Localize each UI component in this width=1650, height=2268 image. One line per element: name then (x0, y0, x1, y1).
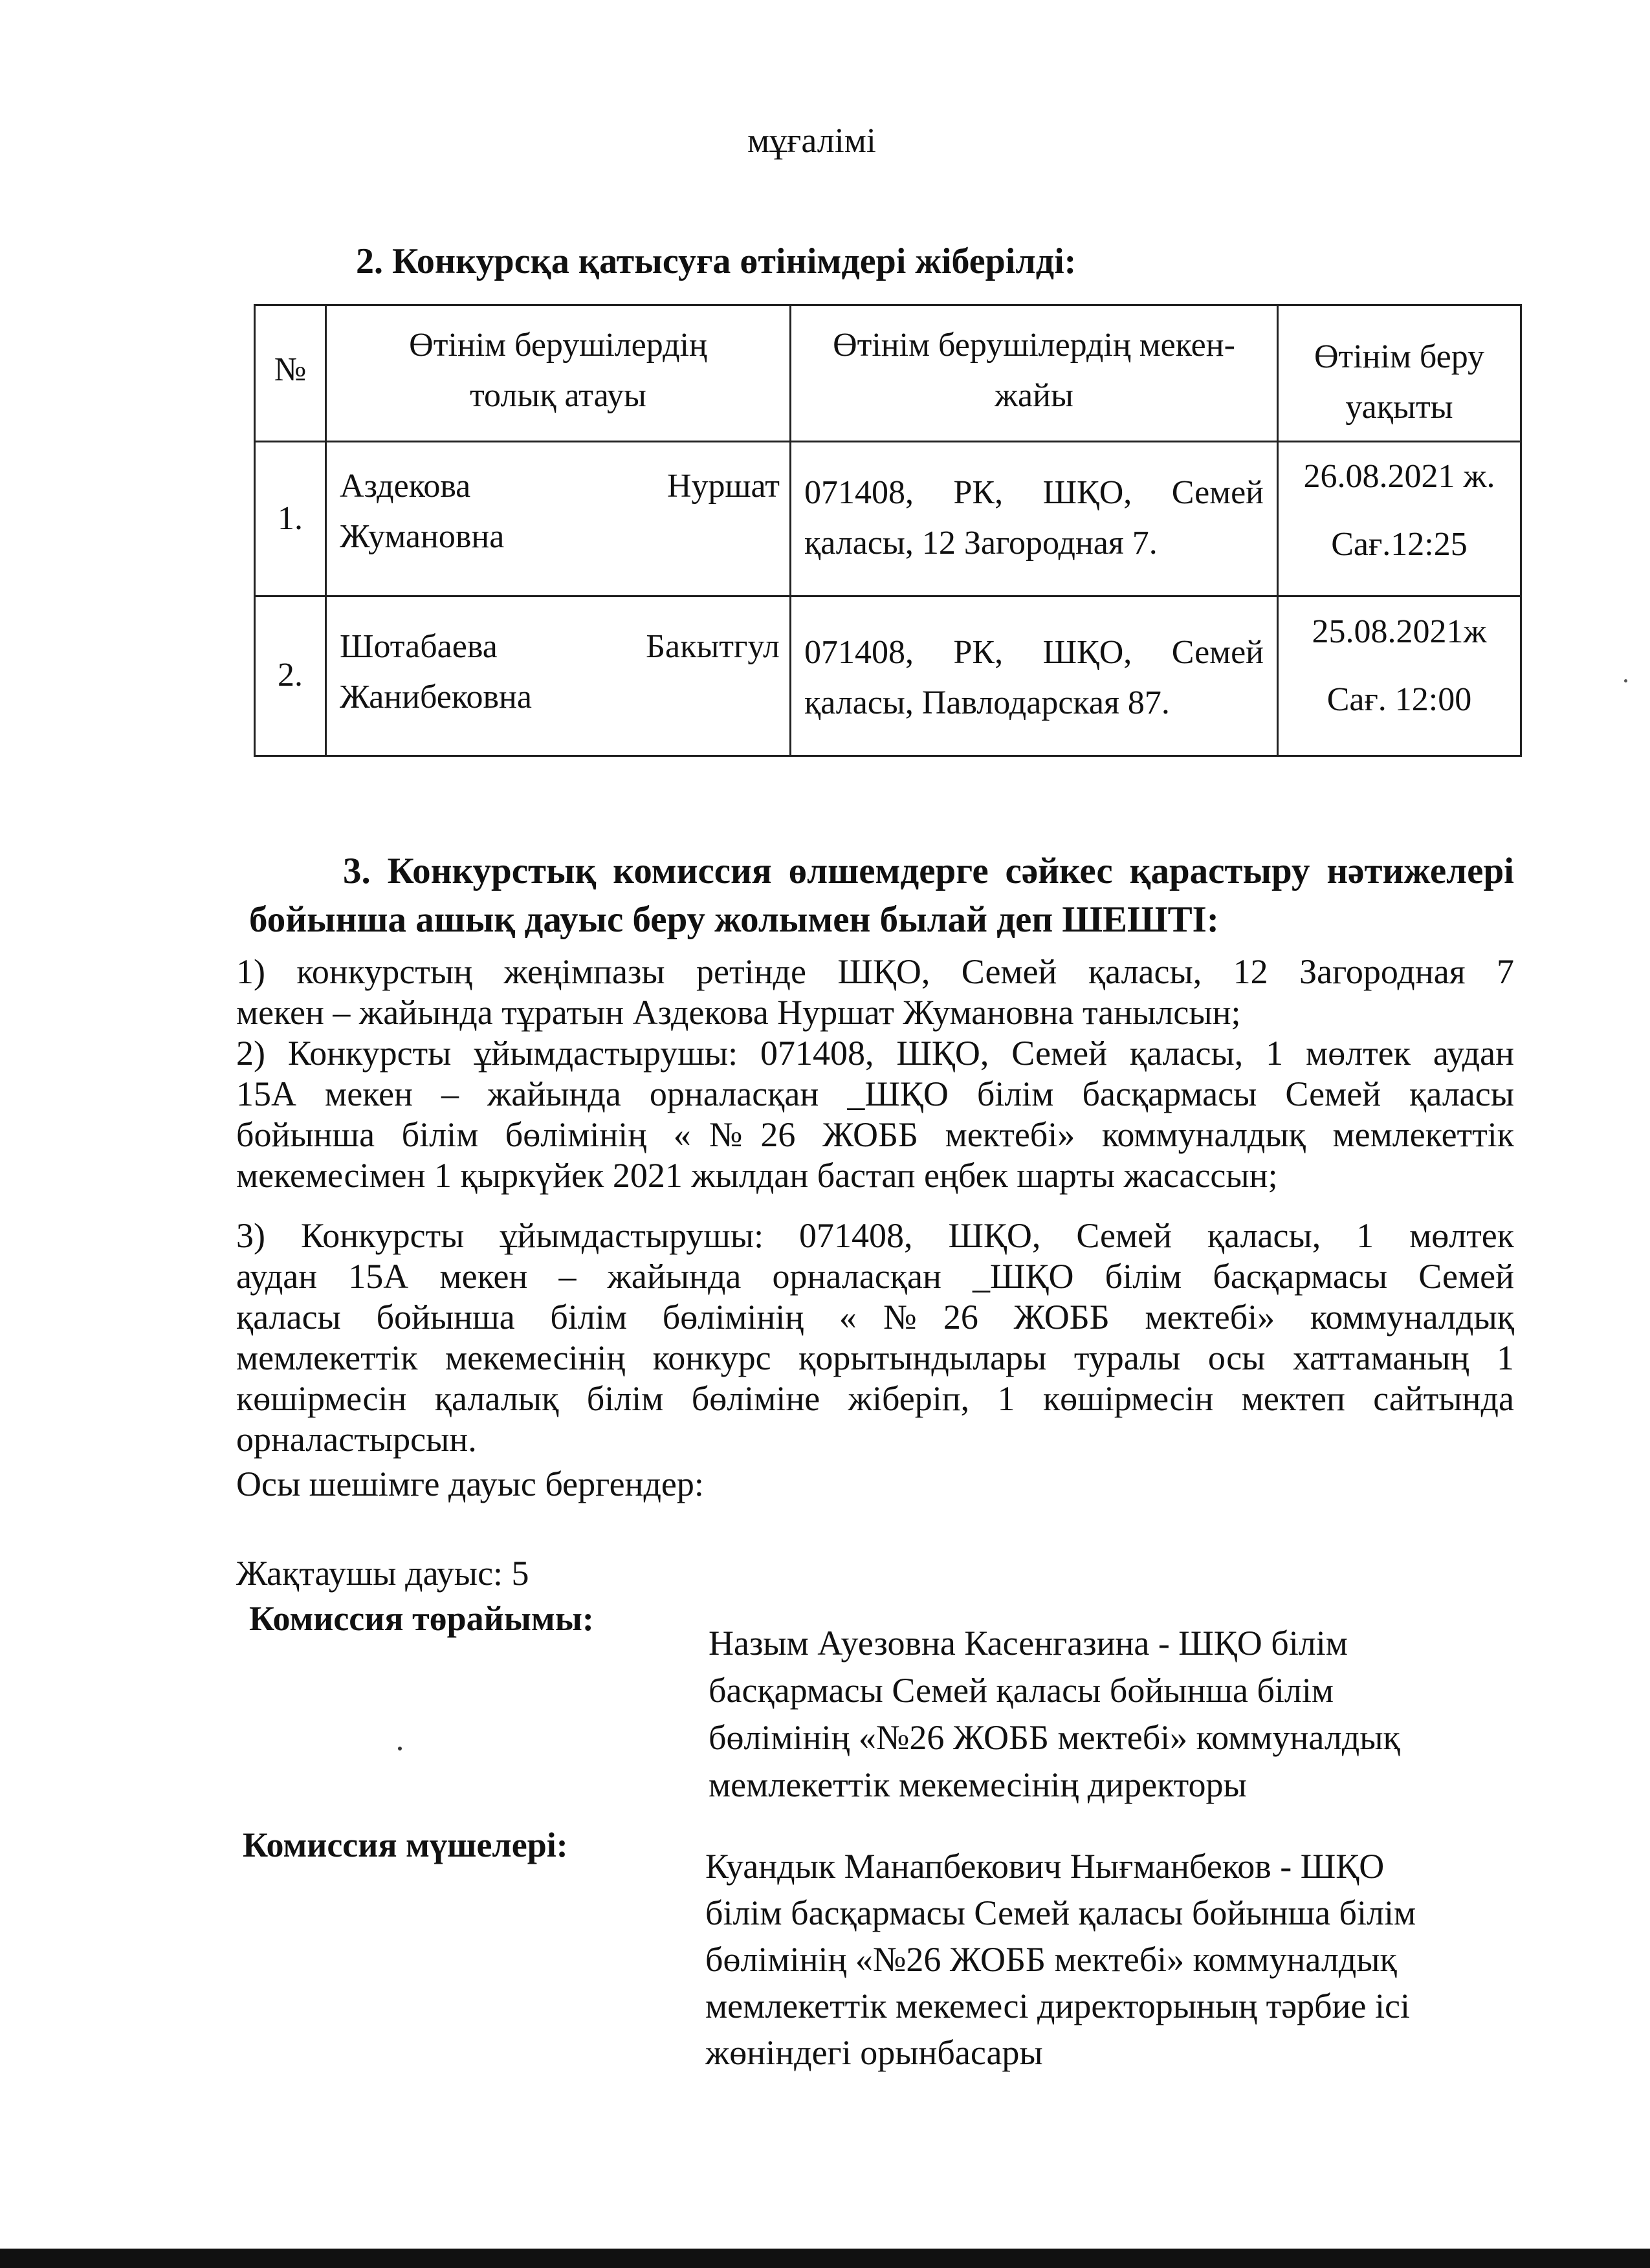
table-row-1-time: Сағ.12:25 (1331, 526, 1468, 563)
commission-member-line: жөніндегі орынбасары (705, 2033, 1043, 2072)
section-3-heading-line2: бойынша ашық дауыс беру жолымен былай деп ШЕШТІ: (249, 899, 1219, 940)
table-row-2-number: 2. (278, 657, 303, 693)
table-header-address-line1: Өтінім берушілердің мекен- (833, 327, 1235, 364)
voters-label: Осы шешімге дауыс бергендер: (236, 1465, 704, 1503)
decision-line: 1) конкурстың жеңімпазы ретінде ШҚО, Семей қаласы, 12 Загородная 7 (236, 952, 1514, 991)
table-row-2-name (340, 622, 780, 723)
table-row-1-patronymic: Жумановна (340, 518, 505, 555)
table-row-1-address-line2: қаласы, 12 Загородная 7. (804, 525, 1158, 562)
decision-line: көшірмесін қалалық білім бөліміне жіберіп, 1 көшірмесін мектеп сайтында (236, 1379, 1514, 1418)
table-header-name-line1: Өтінім берушілердің (409, 327, 707, 364)
table-header-name-line2: толық атауы (470, 377, 646, 414)
table-row-1-number: 1. (278, 500, 303, 537)
commission-members-label: Комиссия мүшелері: (243, 1826, 568, 1864)
decision-line: 2) Конкурсты ұйымдастырушы: 071408, ШҚО, Семей қаласы, 1 мөлтек аудан (236, 1034, 1514, 1073)
table-header-address-line2: жайы (995, 377, 1073, 414)
table-row-2-surname: Шотабаева (340, 628, 498, 665)
table-row-divider (256, 595, 1520, 597)
table-row-2-address-line2: қаласы, Павлодарская 87. (804, 684, 1170, 721)
scan-bottom-edge (0, 2249, 1650, 2268)
decision-line: мемлекеттік мекемесінің конкурс қорытындылары туралы осы хаттаманың 1 (236, 1338, 1514, 1377)
table-row-2-address-line1: 071408, РК, ШҚО, Семей (804, 634, 1264, 671)
table-header-time-line1: Өтінім беру (1314, 338, 1485, 375)
decision-line: мекемесімен 1 қыркүйек 2021 жылдан бастап еңбек шарты жасассын; (236, 1156, 1278, 1195)
decision-line: аудан 15А мекен – жайында орналасқан _ШҚО білім басқармасы Семей (236, 1257, 1514, 1296)
decision-line: 15А мекен – жайында орналасқан _ШҚО білім басқармасы Семей қаласы (236, 1074, 1514, 1113)
commission-member-line: бөлімінің «№26 ЖОББ мектебі» коммуналдық (705, 1940, 1397, 1979)
decision-line: бойынша білім бөлімінің «№26 ЖОББ мектебі» коммуналдық мемлекеттік (236, 1115, 1514, 1154)
commission-member-line: мемлекеттік мекемесі директорының тәрбие ісі (705, 1987, 1410, 2025)
section-3-heading-line1: 3. Конкурстық комиссия өлшемдерге сәйкес қарастыру нәтижелері (343, 851, 1514, 891)
decision-line: 3) Конкурсты ұйымдастырушы: 071408, ШҚО, Семей қаласы, 1 мөлтек (236, 1216, 1514, 1255)
table-row-2-patronymic: Жанибековна (340, 679, 532, 715)
decision-line: қаласы бойынша білім бөлімінің «№26 ЖОББ мектебі» коммуналдық (236, 1298, 1514, 1336)
table-row-2-time: Сағ. 12:00 (1326, 681, 1472, 718)
votes-for: Жақтаушы дауыс: 5 (236, 1554, 529, 1593)
table-row-2-date: 25.08.2021ж (1312, 613, 1487, 650)
applicants-table (254, 304, 1522, 757)
table-row-divider (256, 441, 1520, 442)
commission-member-line: білім басқармасы Семей қаласы бойынша білім (705, 1893, 1416, 1932)
commission-chair-line: Назым Ауезовна Касенгазина - ШҚО білім (709, 1624, 1348, 1663)
commission-chair-line: басқармасы Семей қаласы бойынша білім (709, 1671, 1334, 1710)
table-header-time (1279, 332, 1520, 433)
commission-member-line: Куандык Манапбекович Нығманбеков - ШҚО (705, 1847, 1385, 1886)
decision-line: мекен – жайында тұратын Аздекова Нуршат Жумановна танылсын; (236, 993, 1241, 1032)
table-header-name (327, 320, 789, 421)
table-row-1-surname: Аздекова (340, 468, 471, 505)
header-fragment: мұғалімі (747, 121, 876, 160)
table-row-1-name (340, 461, 780, 562)
commission-chair-line: бөлімінің «№26 ЖОББ мектебі» коммуналдық (709, 1718, 1400, 1757)
table-header-time-line2: уақыты (1345, 389, 1453, 426)
table-row-1-date: 26.08.2021 ж. (1303, 458, 1495, 495)
section-2-heading: 2. Конкурсқа қатысуға өтінімдері жіберілді: (356, 241, 1077, 281)
scan-dot (1624, 679, 1627, 682)
table-row-1-address-line1: 071408, РК, ШҚО, Семей (804, 474, 1264, 511)
table-row-1-given-name: Нуршат (666, 468, 780, 505)
commission-chair-line: мемлекеттік мекемесінің директоры (709, 1765, 1247, 1804)
table-header-address (791, 320, 1277, 421)
commission-chair-label: Комиссия төрайымы: (249, 1599, 594, 1638)
table-row-2-given-name: Бакытгул (646, 628, 780, 665)
table-row-2-address (804, 627, 1264, 728)
scan-dot (398, 1747, 402, 1750)
table-row-1-address (804, 468, 1264, 569)
decision-line: орналастырсын. (236, 1420, 477, 1459)
table-header-number: № (274, 351, 307, 388)
